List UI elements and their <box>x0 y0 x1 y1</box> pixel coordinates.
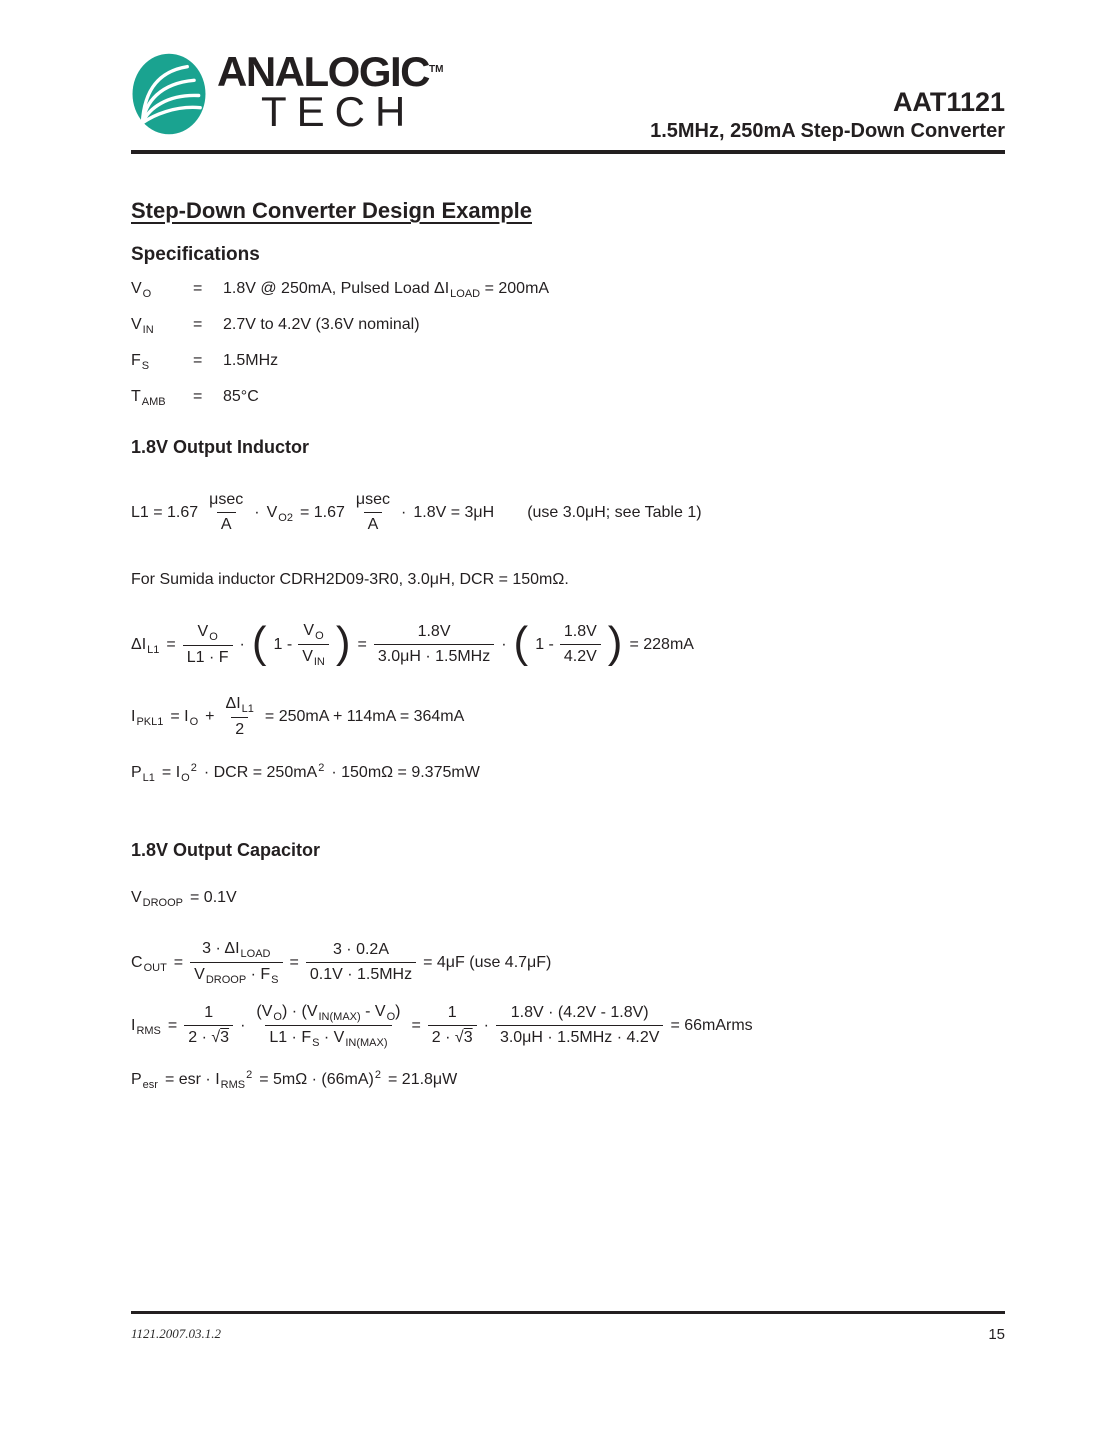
formula-result: 1.8V = 3μH <box>413 503 495 521</box>
formula-text: $I_{RMS}$ <box>131 1016 161 1037</box>
formula-text: 1 - <box>273 635 293 653</box>
multiply-dot: · <box>501 635 507 653</box>
spec-symbol-subscript: IN <box>142 324 154 336</box>
formula-text: = esr · $I_{RMS}^2$ <box>164 1069 253 1091</box>
superscript: 2 <box>246 1069 253 1081</box>
multiply-dot: · <box>401 503 407 521</box>
fraction-denominator: 3.0μH · 1.5MHz · 4.2V <box>496 1025 664 1048</box>
multiply-dot: · <box>254 503 260 521</box>
spec-equals: = <box>193 352 203 369</box>
formula-text: = 1.67 <box>299 503 345 521</box>
formula-text: $\Delta I_{L1}$ <box>131 635 160 656</box>
fraction <box>184 1003 233 1048</box>
spec-symbol: $V_O$ <box>131 280 152 300</box>
fraction-denominator: 3.0μH · 1.5MHz <box>374 644 494 667</box>
equals-sign: = <box>167 1016 178 1034</box>
formula-note: (use 3.0μH; see Table 1) <box>527 503 702 521</box>
formula-text: = $5m\Omega \cdot (66mA)^2$ <box>259 1069 381 1088</box>
fraction-denominator: A <box>364 512 383 535</box>
spec-symbol-subscript: S <box>141 360 150 372</box>
multiply-dot: · <box>239 635 245 653</box>
spec-symbol: $V_{IN}$ <box>131 316 154 336</box>
analogictech-logo <box>131 48 444 136</box>
fraction-denominator: 2 · √3 <box>184 1025 233 1048</box>
equals-sign: = <box>173 953 184 971</box>
trademark-symbol: TM <box>429 64 444 75</box>
formula-text: = $I_O^2$ <box>161 762 197 784</box>
specifications-heading: Specifications <box>131 244 260 265</box>
radicand: 3 <box>220 1029 230 1046</box>
subscript: RMS <box>136 1024 161 1037</box>
fraction-denominator: A <box>217 512 236 535</box>
multiply-dot: · <box>483 1016 489 1034</box>
rms-ripple-current-formula <box>131 1002 1005 1049</box>
fraction-numerator: μsec <box>355 491 391 508</box>
formula-text: $P_{esr}$ <box>131 1071 158 1091</box>
fraction <box>298 621 329 668</box>
document-identifiers <box>650 86 1005 144</box>
equals-sign: = <box>289 953 299 971</box>
fraction-numerator: μsec <box>209 491 244 508</box>
brand-wordmark <box>217 48 444 135</box>
subscript: OUT <box>143 961 167 974</box>
subscript: DROOP <box>142 897 184 909</box>
fraction-numerator: 1.8V <box>563 623 597 640</box>
formula-result: · 150mΩ = 9.375mW <box>331 764 480 781</box>
fraction-denominator: $V_{IN}$ <box>298 644 329 668</box>
spec-value: 85°C <box>223 388 259 405</box>
fraction <box>306 940 416 985</box>
spec-symbol-subscript: O <box>142 288 152 300</box>
equals-sign: = <box>357 635 367 653</box>
spec-symbol: $F_S$ <box>131 352 150 372</box>
capacitor-section-heading: 1.8V Output Capacitor <box>131 840 321 860</box>
formula-text: $C_{OUT}$ <box>131 953 167 974</box>
spec-symbol: $T_{AMB}$ <box>131 388 166 408</box>
subscript: L1 <box>147 643 160 656</box>
superscript: 2 <box>190 762 197 774</box>
fraction <box>560 622 601 667</box>
ripple-current-formula: $\Delta I_{L1}$ = $\frac{V_O}{L1 \cdot F}$ · ( 1 - $\frac{V_O}{V_{IN}}$ ) = $\frac{1.8V}{\text{3.0μH · 1.5MHz}}$ · ( 1 - $\frac{1.8V}{4.2V}$ ) = 228mA <box>131 617 694 668</box>
formula-result: = 228mA <box>629 635 694 653</box>
spec-value-subscript: LOAD <box>450 288 481 300</box>
fraction-denominator: L1 · F <box>183 645 233 668</box>
peak-current-formula <box>131 694 1005 740</box>
fraction-numerator: 3 · 0.2A <box>332 941 389 958</box>
inductor-power-loss-formula <box>131 764 1005 782</box>
spec-equals: = <box>193 280 203 297</box>
fraction <box>190 939 282 986</box>
fraction-denominator: 2 <box>231 717 248 740</box>
spec-value: 1.5MHz <box>223 352 279 369</box>
fraction-numerator: 1.8V <box>417 623 451 640</box>
paren-group <box>274 621 329 668</box>
formula-result: = 21.8μW <box>388 1071 458 1088</box>
fraction-denominator: 0.1V · 1.5MHz <box>306 962 416 985</box>
fraction-numerator: 1 <box>447 1004 457 1021</box>
formula-text: $V_{DROOP}$ <box>131 889 184 909</box>
fraction-numerator: $(V_O) \cdot (V_{IN(MAX)} - V_O)$ <box>256 1003 401 1023</box>
equals-sign: = <box>166 635 176 653</box>
fraction-denominator: $L1 \cdot F_S \cdot V_{IN(MAX)}$ <box>265 1025 391 1049</box>
fraction <box>183 622 233 668</box>
formula-text: · DCR = $250mA^2$ <box>203 762 325 781</box>
fraction <box>352 490 394 535</box>
formula-result: = 4μF (use 4.7μF) <box>423 953 552 971</box>
fraction-numerator: 1 <box>204 1004 214 1021</box>
fraction <box>496 1003 664 1048</box>
plus-sign: + <box>205 708 215 725</box>
brand-name-top: ANALOGIC™ <box>217 48 444 95</box>
formula-result: = 0.1V <box>190 889 237 906</box>
output-capacitance-formula <box>131 939 1005 986</box>
equals-sign: = <box>411 1016 421 1034</box>
formula-text: 1 - <box>535 635 554 653</box>
formula-result: = 250mA + 114mA = 364mA <box>264 708 465 725</box>
formula-text: $V_{O2}$ <box>266 503 293 524</box>
vdroop-spec <box>131 889 1005 907</box>
subscript: O2 <box>278 511 293 524</box>
subscript: PKL1 <box>136 716 164 728</box>
formula-result: = 66mArms <box>670 1016 753 1034</box>
fraction <box>205 490 247 535</box>
fraction-numerator: $3 \cdot \Delta I_{LOAD}$ <box>202 940 271 960</box>
leaf-logo-icon <box>131 52 207 136</box>
inductor-section-heading: 1.8V Output Inductor <box>131 437 309 457</box>
page-header <box>131 0 1005 154</box>
part-number: AAT1121 <box>892 87 1005 117</box>
fraction <box>252 1002 404 1049</box>
l1-inductance-formula <box>131 490 1005 535</box>
fraction <box>222 694 258 740</box>
fraction-numerator: 1.8V · (4.2V - 1.8V) <box>510 1004 649 1021</box>
sumida-inductor-note: For Sumida inductor CDRH2D09-3R0, 3.0μH, DCR = 150mΩ. <box>131 571 569 588</box>
document-revision-code: 1121.2007.03.1.2 <box>131 1326 222 1341</box>
document-subtitle: 1.5MHz, 250mA Step-Down Converter <box>650 120 1005 142</box>
fraction-numerator: $\Delta I_{L1}$ <box>225 695 254 715</box>
fraction-numerator: $V_O$ <box>197 622 218 643</box>
subscript: L1 <box>142 772 155 784</box>
superscript: 2 <box>318 762 325 774</box>
fraction-numerator: $V_O$ <box>303 622 324 642</box>
page-number: 15 <box>988 1326 1005 1343</box>
subscript: esr <box>142 1079 158 1091</box>
spec-value: 1.8V @ 250mA, Pulsed Load $\Delta I_{LOAD} = 200mA$ <box>223 280 550 300</box>
brand-name-bottom: TECH <box>261 88 416 135</box>
formula-text: $I_{PKL1}$ <box>131 708 164 728</box>
fraction-denominator: 2 · √3 <box>428 1025 477 1048</box>
formula-text: = $I_O$ <box>170 708 199 728</box>
spec-equals: = <box>193 316 203 333</box>
spec-equals: = <box>193 388 203 405</box>
formula-text: $P_{L1}$ <box>131 764 155 784</box>
spec-symbol-subscript: AMB <box>141 396 166 408</box>
fraction <box>374 622 494 667</box>
spec-value: 2.7V to 4.2V (3.6V nominal) <box>223 316 420 333</box>
fraction-denominator: 4.2V <box>560 644 601 667</box>
fraction-denominator: $V_{DROOP} \cdot F_S$ <box>190 962 282 986</box>
formula-text: L1 = 1.67 <box>131 503 199 521</box>
fraction <box>428 1003 477 1048</box>
page-title: Step-Down Converter Design Example <box>131 198 532 223</box>
radicand: 3 <box>463 1029 473 1046</box>
esr-power-loss-formula <box>131 1071 1005 1089</box>
specifications-list <box>131 276 1005 411</box>
multiply-dot: · <box>240 1016 246 1034</box>
superscript: 2 <box>374 1069 381 1081</box>
page-footer <box>131 1311 1005 1343</box>
paren-group <box>535 622 601 667</box>
